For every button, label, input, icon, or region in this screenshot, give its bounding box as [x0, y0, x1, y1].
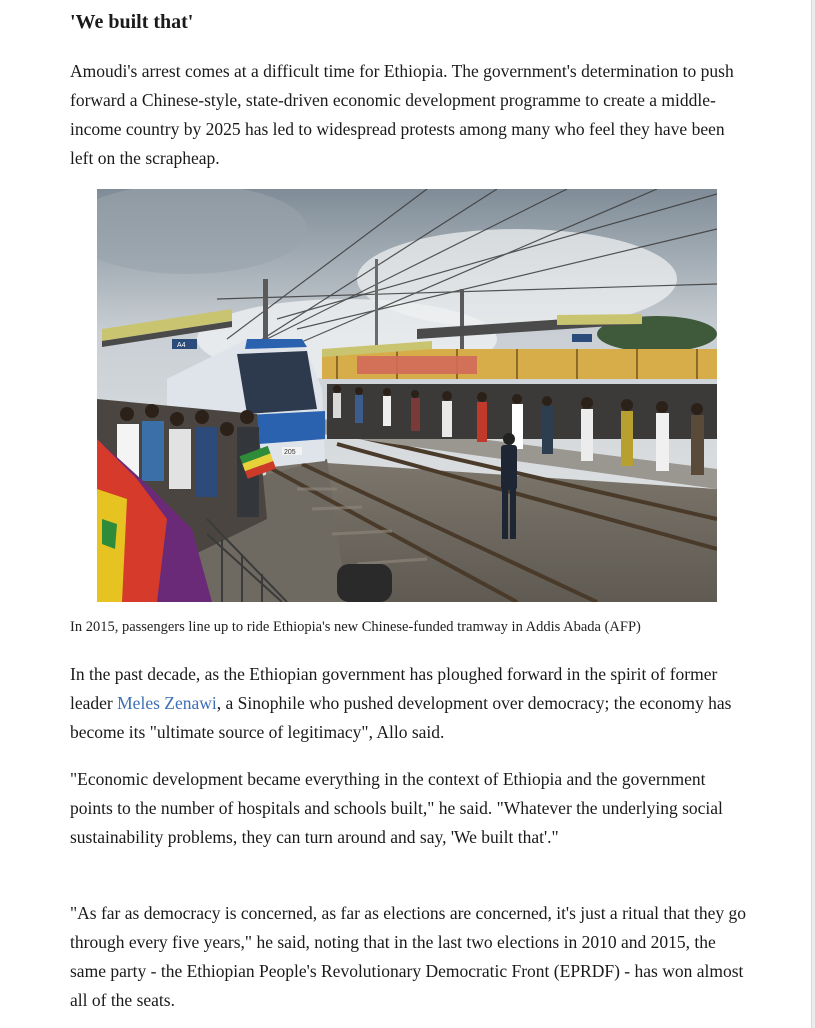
- paragraph-arrest: Amoudi's arrest comes at a difficult time for Ethiopia. The government's determination to push forward a Chinese-style, state-driven economic development programme to create a middle-income country by 2025 has led to widespread protests among many who feel they have been left on the scrapheap.: [70, 61, 734, 168]
- paragraph-we-built-that-quote: "Economic development became everything in the context of Ethiopia and the government points to the number of hospitals and schools built," he said. "Whatever the underlying social sustainability problems, they can turn around and say, 'We built that'.": [70, 769, 723, 847]
- station-sign-text: A4: [177, 342, 186, 349]
- meles-zenawi-link[interactable]: Meles Zenawi: [117, 693, 217, 713]
- photo-caption: In 2015, passengers line up to ride Ethiopia's new Chinese-funded tramway in Addis Abada (AFP): [70, 619, 641, 635]
- paragraph-legitimacy-start: In the past decade, as the Ethiopian government has ploughed forward in the spirit of former leader: [70, 664, 718, 713]
- tram-photo-illustration: [97, 189, 717, 602]
- section-heading: 'We built that': [70, 11, 194, 33]
- tram-photo: [97, 189, 717, 602]
- paragraph-legitimacy-end: , a Sinophile who pushed development over democracy; the economy has become its "ultimate source of legitimacy", Allo said.: [70, 693, 732, 742]
- tram-number-text: 205: [284, 449, 296, 456]
- paragraph-legitimacy: [70, 660, 750, 747]
- paragraph-democracy-quote: "As far as democracy is concerned, as far as elections are concerned, it's just a ritual that they go through every five years," he said, noting that in the last two elections in 2010 and 2015, the same party - the Ethiopian People's Revolutionary Democratic Front (EPRDF) - has won almost all of the seats.: [70, 903, 746, 1010]
